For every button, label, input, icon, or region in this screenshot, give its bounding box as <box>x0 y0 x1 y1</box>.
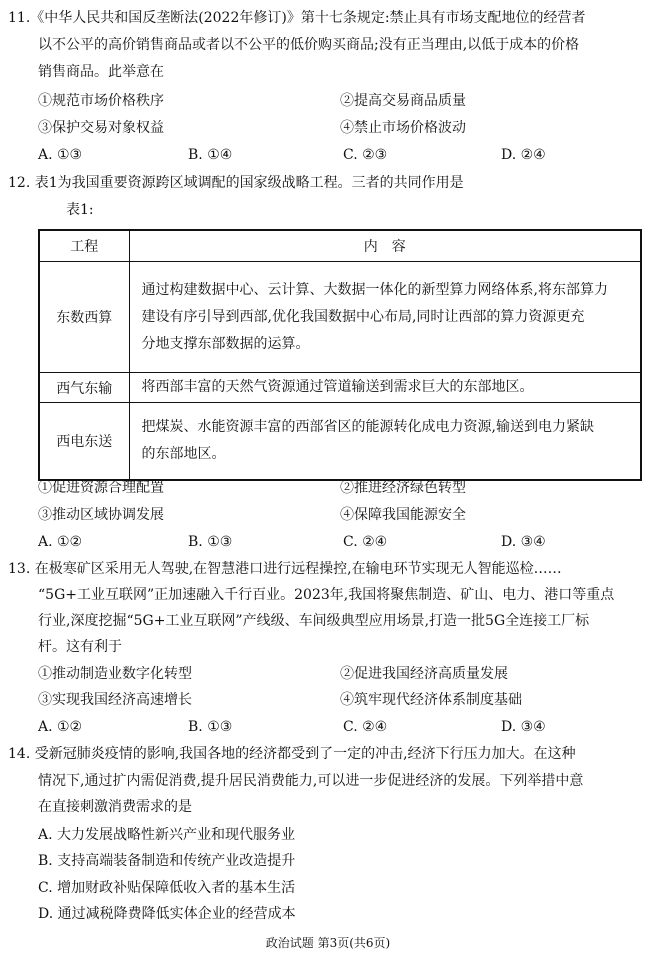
q12-choice-d[interactable]: D. ③④ <box>501 534 546 550</box>
q11-stem-line-1: 11.《中华人民共和国反垄断法(2022年修订)》第十七条规定:禁止具有市场支配地位的经营者 <box>8 10 586 26</box>
q12-items-row-1 <box>38 478 638 498</box>
q11-items-row-1 <box>38 91 638 111</box>
q13-choice-b[interactable]: B. ①③ <box>188 719 233 735</box>
table-row <box>39 403 641 481</box>
project-table <box>38 229 642 481</box>
q14-choice-c[interactable]: C. 增加财政补贴保障低收入者的基本生活 <box>38 880 296 896</box>
table-cell-line: 的东部地区。 <box>141 446 226 462</box>
table-cell-line: 通过构建数据中心、云计算、大数据一体化的新型算力网络体系,将东部算力 <box>141 281 608 298</box>
q11-choice-d[interactable]: D. ②④ <box>501 147 546 163</box>
q12-item-2: ②推进经济绿色转型 <box>340 480 466 496</box>
table-cell-line: 建设有序引导到西部,优化我国数据中心布局,同时让西部的算力资源更充 <box>141 308 585 325</box>
q11-item-4: ④禁止市场价格波动 <box>340 120 466 136</box>
q11-choices <box>38 145 638 165</box>
q14-stem-line-1: 14. 受新冠肺炎疫情的影响,我国各地的经济都受到了一定的冲击,经济下行压力加大。在这种 <box>8 746 576 762</box>
q11-item-3: ③保护交易对象权益 <box>38 120 164 136</box>
q13-items-row-1 <box>38 664 638 684</box>
table-row <box>39 262 641 373</box>
q12-item-3: ③推动区域协调发展 <box>38 507 164 523</box>
table-cell-name: 西气东输 <box>39 373 129 403</box>
table-header-row <box>39 230 641 262</box>
q14-choice-b[interactable]: B. 支持高端装备制造和传统产业改造提升 <box>38 853 296 869</box>
q13-item-4: ④筑牢现代经济体系制度基础 <box>340 692 522 708</box>
table-header-content: 内 容 <box>129 230 641 262</box>
q12-choice-a[interactable]: A. ①② <box>38 534 83 550</box>
q13-choice-a[interactable]: A. ①② <box>38 719 83 735</box>
q13-stem-line-1: 13. 在极寒矿区采用无人驾驶,在智慧港口进行远程操控,在输电环节实现无人智能巡检…… <box>8 561 562 577</box>
table-cell-line: 分地支撑东部数据的运算。 <box>141 335 310 352</box>
q13-item-1: ①推动制造业数字化转型 <box>38 666 192 682</box>
q14-choice-a[interactable]: A. 大力发展战略性新兴产业和现代服务业 <box>38 827 296 843</box>
page-footer: 政治试题 第3页(共6页) <box>265 936 391 950</box>
q13-items-row-2 <box>38 690 638 710</box>
q11-item-1: ①规范市场价格秩序 <box>38 93 164 109</box>
q12-item-1: ①促进资源合理配置 <box>38 480 164 496</box>
q11-stem-line-2: 以不公平的高价销售商品或者以不公平的低价购买商品;没有正当理由,以低于成本的价格 <box>38 37 580 53</box>
q12-choices <box>38 532 638 552</box>
q12-choice-c[interactable]: C. ②④ <box>343 534 388 550</box>
q13-item-3: ③实现我国经济高速增长 <box>38 692 192 708</box>
table-cell-name: 东数西算 <box>39 262 129 373</box>
table-cell-content <box>129 373 641 403</box>
q14-choice-d[interactable]: D. 通过减税降费降低实体企业的经营成本 <box>38 906 296 922</box>
q13-stem-line-4: 杆。这有利于 <box>38 639 122 655</box>
q11-choice-c[interactable]: C. ②③ <box>343 147 388 163</box>
table-cell-content <box>129 262 641 373</box>
q13-stem-line-3: 行业,深度挖掘“5G+工业互联网”产线级、车间级典型应用场景,打造一批5G全连接工厂标 <box>38 613 590 629</box>
q11-choice-a[interactable]: A. ①③ <box>38 147 83 163</box>
table-caption: 表1: <box>66 202 94 218</box>
q12-item-4: ④保障我国能源安全 <box>340 507 466 523</box>
q11-items-row-2 <box>38 118 638 138</box>
table-row <box>39 373 641 403</box>
q14-stem-line-2: 情况下,通过扩内需促消费,提升居民消费能力,可以进一步促进经济的发展。下列举措中意 <box>38 773 584 789</box>
table-header-project: 工程 <box>39 230 129 262</box>
q11-stem-line-3: 销售商品。此举意在 <box>38 64 164 80</box>
q11-item-2: ②提高交易商品质量 <box>340 93 466 109</box>
q12-choice-b[interactable]: B. ①③ <box>188 534 233 550</box>
q14-stem-line-3: 在直接刺激消费需求的是 <box>38 799 192 815</box>
q12-stem: 12. 表1为我国重要资源跨区域调配的国家级战略工程。三者的共同作用是 <box>8 175 464 191</box>
table-cell-name: 西电东送 <box>39 403 129 481</box>
q13-choice-d[interactable]: D. ③④ <box>501 719 546 735</box>
table-cell-line: 将西部丰富的天然气资源通过管道输送到需求巨大的东部地区。 <box>141 379 534 395</box>
table-cell-content <box>129 403 641 481</box>
q11-choice-b[interactable]: B. ①④ <box>188 147 233 163</box>
q13-choice-c[interactable]: C. ②④ <box>343 719 388 735</box>
q12-items-row-2 <box>38 505 638 525</box>
table-cell-line: 把煤炭、水能资源丰富的西部省区的能源转化成电力资源,输送到电力紧缺 <box>141 419 594 435</box>
q13-stem-line-2: “5G+工业互联网”正加速融入千行百业。2023年,我国将聚焦制造、矿山、电力、港口等重点 <box>38 587 615 603</box>
q13-choices <box>38 717 638 737</box>
q13-item-2: ②促进我国经济高质量发展 <box>340 666 508 682</box>
